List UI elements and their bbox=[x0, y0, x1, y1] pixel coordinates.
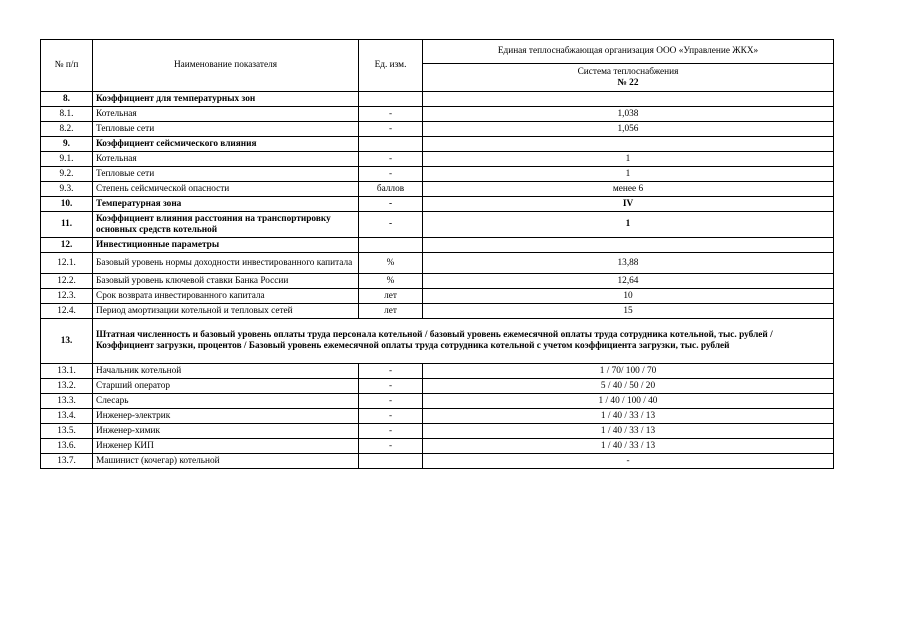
table-section-row bbox=[41, 92, 834, 107]
table-header bbox=[41, 40, 834, 92]
row-indicator-name: Инженер-электрик bbox=[93, 409, 359, 424]
row-value: 12,64 bbox=[423, 274, 834, 289]
row-indicator-name: Степень сейсмической опасности bbox=[93, 182, 359, 197]
row-value: менее 6 bbox=[423, 182, 834, 197]
row-unit: - bbox=[359, 152, 423, 167]
row-number: 8.1. bbox=[41, 107, 93, 122]
row-unit: - bbox=[359, 212, 423, 238]
row-number: 9.1. bbox=[41, 152, 93, 167]
row-number: 9.2. bbox=[41, 167, 93, 182]
row-unit: - bbox=[359, 197, 423, 212]
row-indicator-name: Коэффициент сейсмического влияния bbox=[93, 137, 359, 152]
row-unit: - bbox=[359, 364, 423, 379]
row-unit: - bbox=[359, 107, 423, 122]
row-value: 1 bbox=[423, 152, 834, 167]
row-unit: - bbox=[359, 379, 423, 394]
row-indicator-name: Базовый уровень нормы доходности инвестированного капитала bbox=[93, 253, 359, 274]
row-indicator-name: Старший оператор bbox=[93, 379, 359, 394]
row-number: 12.1. bbox=[41, 253, 93, 274]
header-unit: Ед. изм. bbox=[359, 40, 423, 92]
row-indicator-name: Базовый уровень ключевой ставки Банка России bbox=[93, 274, 359, 289]
row-unit bbox=[359, 137, 423, 152]
row-number: 11. bbox=[41, 212, 93, 238]
row-value: 1,056 bbox=[423, 122, 834, 137]
table-row bbox=[41, 289, 834, 304]
row-unit bbox=[359, 238, 423, 253]
row-number: 13.2. bbox=[41, 379, 93, 394]
table-row bbox=[41, 122, 834, 137]
header-heat-system bbox=[423, 64, 834, 92]
row-value: 1 / 40 / 100 / 40 bbox=[423, 394, 834, 409]
row-value: 1 / 40 / 33 / 13 bbox=[423, 439, 834, 454]
table-section-row bbox=[41, 197, 834, 212]
row-value: 1 bbox=[423, 167, 834, 182]
row-unit bbox=[359, 92, 423, 107]
header-heat-system-number: № 22 bbox=[617, 77, 639, 88]
table-section-row bbox=[41, 212, 834, 238]
row-value: - bbox=[423, 454, 834, 469]
row-unit: - bbox=[359, 409, 423, 424]
row-number: 9. bbox=[41, 137, 93, 152]
row-unit bbox=[359, 454, 423, 469]
row-value bbox=[423, 137, 834, 152]
row-indicator-name: Слесарь bbox=[93, 394, 359, 409]
row-indicator-name: Коэффициент для температурных зон bbox=[93, 92, 359, 107]
row-number: 13.1. bbox=[41, 364, 93, 379]
row-unit: - bbox=[359, 394, 423, 409]
row-number: 13.6. bbox=[41, 439, 93, 454]
header-number: № п/п bbox=[41, 40, 93, 92]
parameters-table bbox=[40, 39, 834, 469]
table-section-row bbox=[41, 319, 834, 364]
table-row bbox=[41, 409, 834, 424]
row-number: 9.3. bbox=[41, 182, 93, 197]
row-value: 1 / 70/ 100 / 70 bbox=[423, 364, 834, 379]
row-indicator-name: Машинист (кочегар) котельной bbox=[93, 454, 359, 469]
row-value: 15 bbox=[423, 304, 834, 319]
row-number: 13.7. bbox=[41, 454, 93, 469]
row-value: 1 / 40 / 33 / 13 bbox=[423, 424, 834, 439]
table-row bbox=[41, 424, 834, 439]
row-indicator-name: Инженер-химик bbox=[93, 424, 359, 439]
row-indicator-name: Тепловые сети bbox=[93, 167, 359, 182]
row-indicator-name: Штатная численность и базовый уровень оплаты труда персонала котельной / базовый уровень ежемесячной оплаты труда сотрудника котельной, тыс. рублей / Коэффициент загрузки, процентов / Базовый уровень ежемесячной оплаты труда сотрудника котельной с учетом коэффициента загрузки, тыс. рублей bbox=[93, 319, 834, 364]
table-row bbox=[41, 182, 834, 197]
row-unit: - bbox=[359, 167, 423, 182]
row-indicator-name: Температурная зона bbox=[93, 197, 359, 212]
row-number: 12.3. bbox=[41, 289, 93, 304]
table-body bbox=[41, 92, 834, 469]
row-number: 8.2. bbox=[41, 122, 93, 137]
row-indicator-name: Коэффициент влияния расстояния на транспортировку основных средств котельной bbox=[93, 212, 359, 238]
row-value bbox=[423, 238, 834, 253]
header-heat-system-label: Система теплоснабжения bbox=[577, 66, 679, 77]
row-unit: лет bbox=[359, 289, 423, 304]
row-unit: % bbox=[359, 274, 423, 289]
row-value: 13,88 bbox=[423, 253, 834, 274]
table-section-row bbox=[41, 238, 834, 253]
table-row bbox=[41, 439, 834, 454]
table-section-row bbox=[41, 137, 834, 152]
row-unit: - bbox=[359, 122, 423, 137]
row-number: 10. bbox=[41, 197, 93, 212]
row-value: IV bbox=[423, 197, 834, 212]
header-organization: Единая теплоснабжающая организация ООО «Управление ЖКХ» bbox=[423, 40, 834, 64]
row-unit: баллов bbox=[359, 182, 423, 197]
row-number: 13.4. bbox=[41, 409, 93, 424]
table-row bbox=[41, 167, 834, 182]
row-number: 13.5. bbox=[41, 424, 93, 439]
row-unit: % bbox=[359, 253, 423, 274]
row-indicator-name: Инвестиционные параметры bbox=[93, 238, 359, 253]
table-row bbox=[41, 107, 834, 122]
row-unit: - bbox=[359, 439, 423, 454]
row-value: 5 / 40 / 50 / 20 bbox=[423, 379, 834, 394]
table-row bbox=[41, 253, 834, 274]
row-number: 12.2. bbox=[41, 274, 93, 289]
table-row bbox=[41, 152, 834, 167]
row-value: 1,038 bbox=[423, 107, 834, 122]
table-row bbox=[41, 364, 834, 379]
row-number: 13.3. bbox=[41, 394, 93, 409]
row-value: 1 / 40 / 33 / 13 bbox=[423, 409, 834, 424]
row-unit: - bbox=[359, 424, 423, 439]
row-indicator-name: Котельная bbox=[93, 107, 359, 122]
row-unit: лет bbox=[359, 304, 423, 319]
header-indicator-name: Наименование показателя bbox=[93, 40, 359, 92]
row-indicator-name: Начальник котельной bbox=[93, 364, 359, 379]
row-value bbox=[423, 92, 834, 107]
table-row bbox=[41, 394, 834, 409]
row-number: 12.4. bbox=[41, 304, 93, 319]
row-number: 13. bbox=[41, 319, 93, 364]
row-value: 1 bbox=[423, 212, 834, 238]
table-row bbox=[41, 304, 834, 319]
row-value: 10 bbox=[423, 289, 834, 304]
table-row bbox=[41, 379, 834, 394]
row-indicator-name: Инженер КИП bbox=[93, 439, 359, 454]
table-row bbox=[41, 454, 834, 469]
row-indicator-name: Срок возврата инвестированного капитала bbox=[93, 289, 359, 304]
table-row bbox=[41, 274, 834, 289]
row-number: 8. bbox=[41, 92, 93, 107]
row-indicator-name: Котельная bbox=[93, 152, 359, 167]
row-number: 12. bbox=[41, 238, 93, 253]
row-indicator-name: Период амортизации котельной и тепловых сетей bbox=[93, 304, 359, 319]
row-indicator-name: Тепловые сети bbox=[93, 122, 359, 137]
